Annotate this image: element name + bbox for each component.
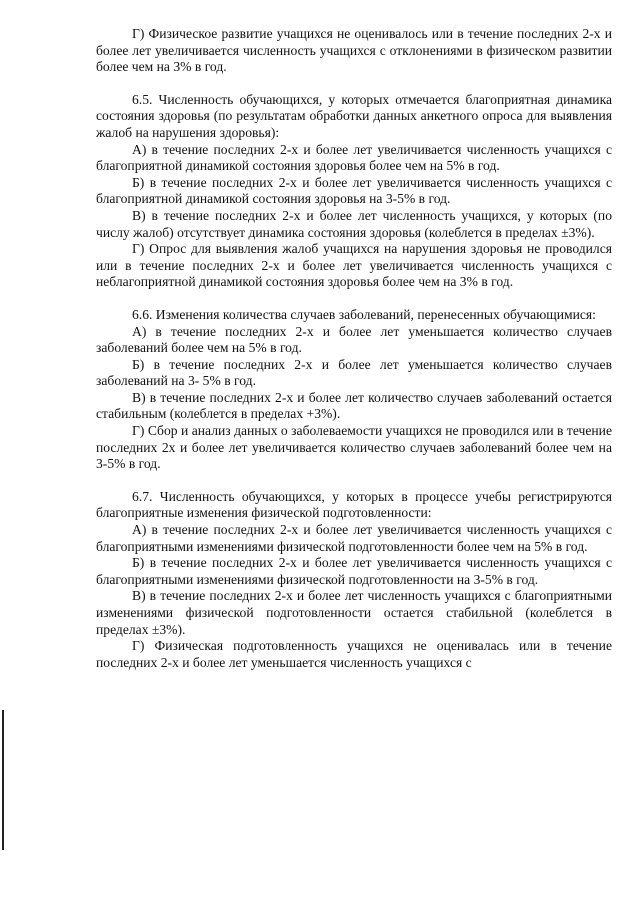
section-6-7-option-v: В) в течение последних 2-х и более лет численность учащихся с благоприятными изменениями физической подготовленности остается стабильной (колеблется в пределах ±3%). <box>96 588 612 637</box>
section-6-5-option-a: А) в течение последних 2-х и более лет увеличивается численность учащихся с благоприятной динамикой состояния здоровья более чем на 5% в год. <box>96 141 612 174</box>
section-6-5-option-g: Г) Опрос для выявления жалоб учащихся на нарушения здоровья не проводился или в течение последних 2-х и более лет увеличивается численность учащихся с неблагоприятной динамикой состояния здоровья более чем на 3% в год. <box>96 241 612 290</box>
section-6-7-option-a: А) в течение последних 2-х и более лет увеличивается численность учащихся с благоприятными изменениями физической подготовленности более чем на 5% в год. <box>96 522 612 554</box>
scan-edge-line <box>2 710 4 850</box>
paragraph-g-physical-development: Г) Физическое развитие учащихся не оценивалось или в течение последних 2-х и более лет увеличивается численность учащихся с отклонениями в физическом развитии более чем на 3% в год. <box>96 26 612 75</box>
section-6-5-option-v: В) в течение последних 2-х и более лет численность учащихся, у которых (по числу жалоб) отсутствует динамика состояния здоровья (колеблется в пределах ±3%). <box>96 207 612 240</box>
document-page <box>96 26 612 671</box>
spacer <box>96 473 612 489</box>
section-6-5-option-b: Б) в течение последних 2-х и более лет увеличивается численность учащихся с благоприятной динамикой состояния здоровья на 3-5% в год. <box>96 174 612 207</box>
spacer <box>96 76 612 92</box>
section-6-7-title: 6.7. Численность обучающихся, у которых в процессе учебы регистрируются благоприятные изменения физической подготовленности: <box>96 488 612 521</box>
spacer <box>96 291 612 307</box>
section-6-6-option-a: А) в течение последних 2-х и более лет уменьшается количество случаев заболеваний более чем на 5% в год. <box>96 323 612 356</box>
section-6-6-title: 6.6. Изменения количества случаев заболеваний, перенесенных обучающимися: <box>132 306 596 322</box>
section-6-6-option-b: Б) в течение последних 2-х и более лет уменьшается количество случаев заболеваний на 3- 5% в год. <box>96 356 612 389</box>
section-6-7-option-b: Б) в течение последних 2-х и более лет увеличивается численность учащихся с благоприятными изменениями физической подготовленности на 3-5% в год. <box>96 555 612 587</box>
section-6-6-option-g: Г) Сбор и анализ данных о заболеваемости учащихся не проводился или в течение последних 2х и более лет увеличивается количество случаев заболеваний более чем на 3-5% в год. <box>96 423 612 472</box>
section-6-6-option-v: В) в течение последних 2-х и более лет количество случаев заболеваний остается стабильным (колеблется в пределах +3%). <box>96 389 612 422</box>
section-6-5-title: 6.5. Численность обучающихся, у которых отмечается благоприятная динамика состояния здоровья (по результатам обработки данных анкетного опроса для выявления жалоб на нарушения здоровья): <box>96 91 612 140</box>
section-6-7-option-g: Г) Физическая подготовленность учащихся не оценивалась или в течение последних 2-х и более лет уменьшается численность учащихся с <box>96 638 612 670</box>
